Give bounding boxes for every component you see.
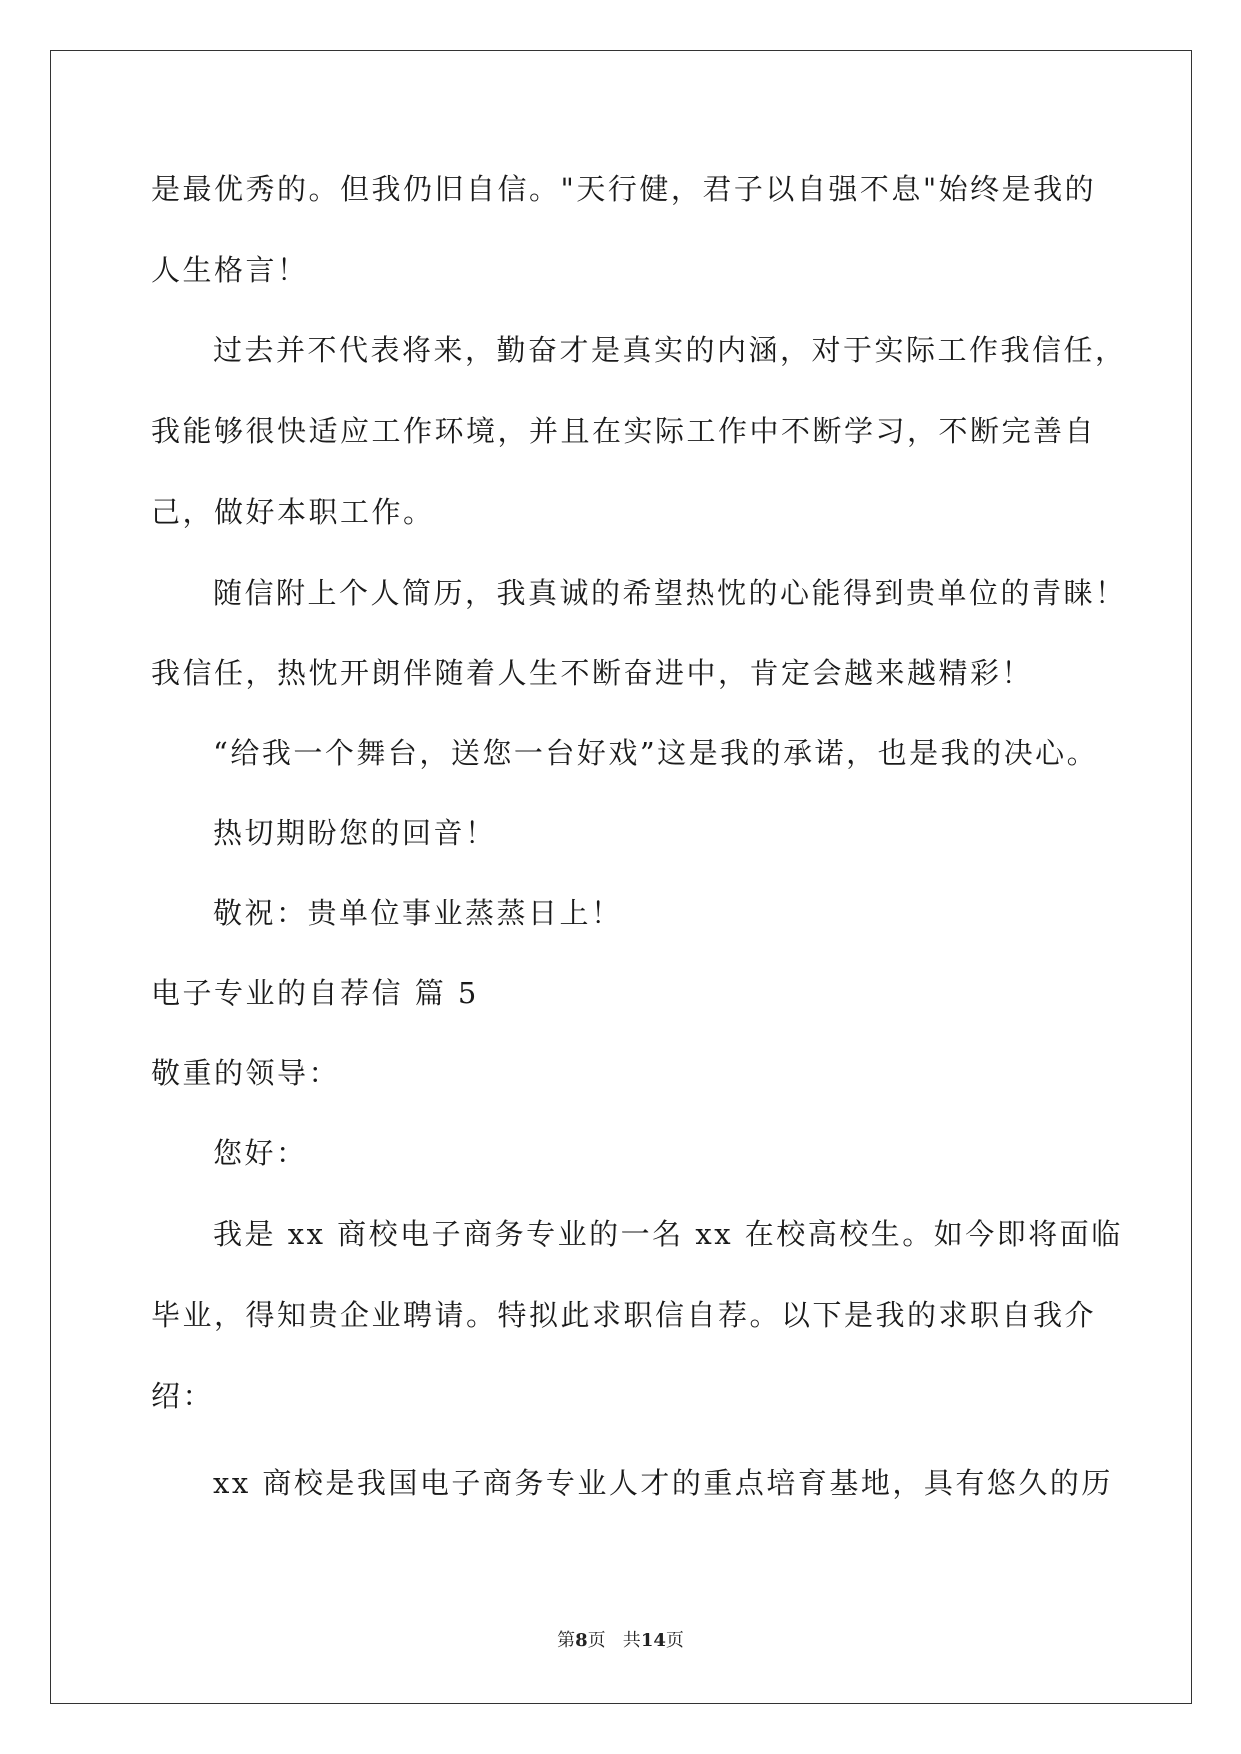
footer-total-pages: 14 <box>640 1630 666 1651</box>
page-footer <box>0 1629 1241 1653</box>
text-line: 热切期盼您的回音！ <box>213 816 497 850</box>
text-line: 己，做好本职工作。 <box>151 495 435 529</box>
text-line: 敬祝：贵单位事业蒸蒸日上！ <box>213 896 623 930</box>
text-line: 人生格言！ <box>151 253 309 287</box>
text-line: xx 商校是我国电子商务专业人才的重点培育基地，具有悠久的历 <box>213 1466 1113 1500</box>
text-line: “给我一个舞台，送您一台好戏”这是我的承诺，也是我的决心。 <box>213 736 1099 770</box>
text-line: 我信任，热忱开朗伴随着人生不断奋进中，肯定会越来越精彩！ <box>151 656 1034 690</box>
text-line: 过去并不代表将来，勤奋才是真实的内涵，对于实际工作我信任， <box>213 333 1127 367</box>
footer-page-prefix: 第 <box>557 1630 576 1651</box>
text-line: 我能够很快适应工作环境，并且在实际工作中不断学习，不断完善自 <box>151 414 1097 448</box>
text-line: 绍： <box>151 1379 215 1413</box>
page-frame <box>50 50 1192 1704</box>
footer-page-number: 8 <box>575 1630 588 1651</box>
section-heading: 电子专业的自荐信 篇 5 <box>151 976 479 1010</box>
footer-page-suffix: 页 <box>665 1630 684 1651</box>
footer-page-middle: 页 共 <box>587 1630 641 1651</box>
text-line: 毕业，得知贵企业聘请。特拟此求职信自荐。以下是我的求职自我介 <box>151 1298 1097 1332</box>
greeting: 您好： <box>213 1136 308 1170</box>
text-line: 我是 xx 商校电子商务专业的一名 xx 在校高校生。如今即将面临 <box>213 1217 1123 1251</box>
text-line: 是最优秀的。但我仍旧自信。"天行健，君子以自强不息"始终是我的 <box>151 172 1097 206</box>
salutation: 敬重的领导： <box>151 1056 341 1090</box>
text-line: 随信附上个人简历，我真诚的希望热忱的心能得到贵单位的青睐！ <box>213 576 1127 610</box>
